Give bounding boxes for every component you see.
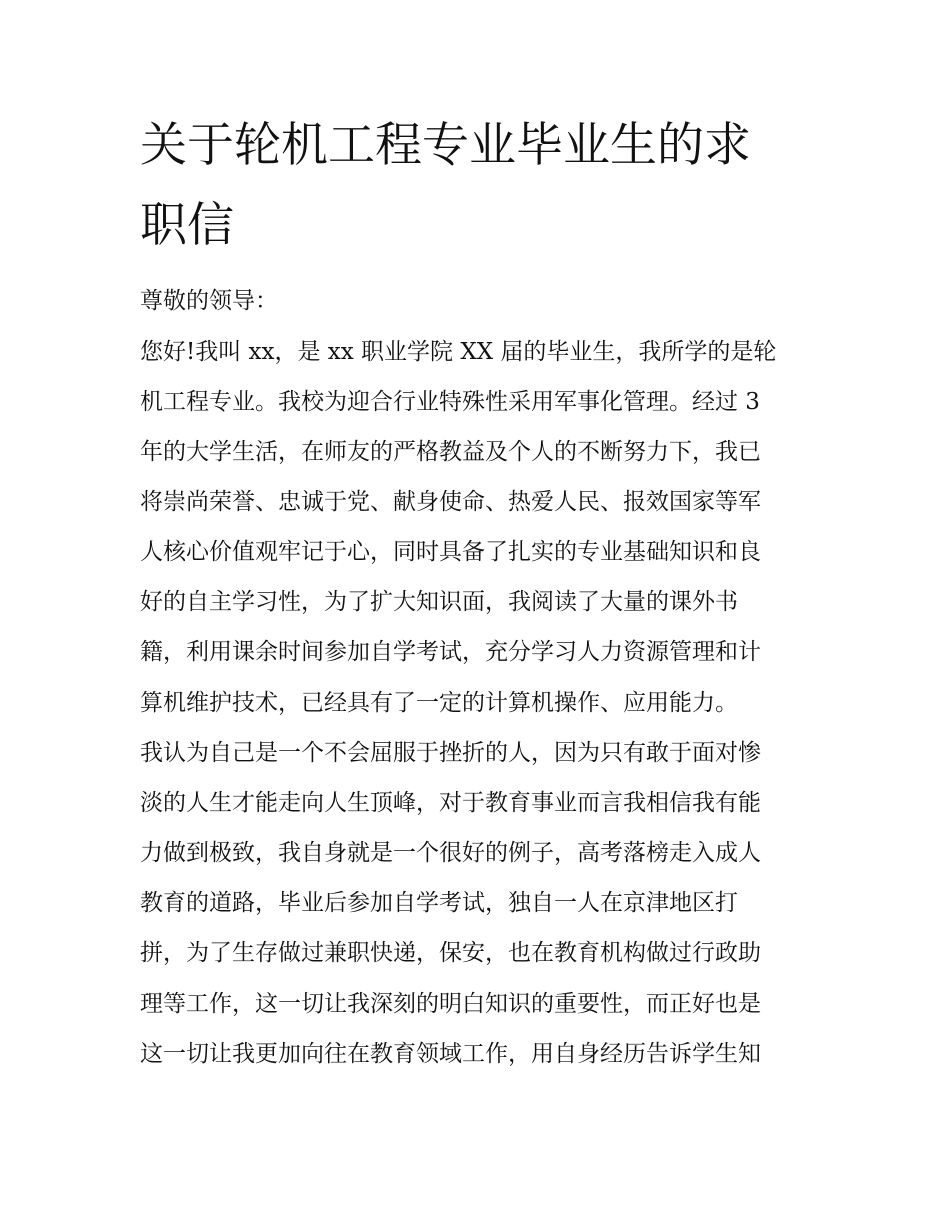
salutation: 尊敬的领导：: [140, 288, 278, 314]
body-line: 籍，利用课余时间参加自学考试，充分学习人力资源管理和计: [140, 639, 761, 665]
body-line: 将崇尚荣誉、忠诚于党、献身使命、热爱人民、报效国家等军: [140, 489, 761, 515]
body-line: 这一切让我更加向往在教育领域工作，用自身经历告诉学生知: [140, 1041, 761, 1067]
body-line: 机工程专业。我校为迎合行业特殊性采用军事化管理。经过 3: [140, 389, 760, 415]
body-line: 理等工作，这一切让我深刻的明白知识的重要性，而正好也是: [140, 991, 761, 1017]
document-title-line-2: 职信: [140, 198, 234, 253]
body-line: 人核心价值观牢记于心，同时具备了扎实的专业基础知识和良: [140, 539, 761, 565]
body-line: 教育的道路，毕业后参加自学考试，独自一人在京津地区打: [140, 890, 738, 916]
body-line: 力做到极致，我自身就是一个很好的例子，高考落榜走入成人: [140, 840, 761, 866]
document-title-line-1: 关于轮机工程专业毕业生的求: [140, 118, 751, 173]
body-line: 好的自主学习性，为了扩大知识面，我阅读了大量的课外书: [140, 589, 738, 615]
body-line: 年的大学生活，在师友的严格教益及个人的不断努力下，我已: [140, 439, 761, 465]
body-line: 淡的人生才能走向人生顶峰，对于教育事业而言我相信我有能: [140, 790, 761, 816]
body-line: 我认为自己是一个不会屈服于挫折的人，因为只有敢于面对惨: [140, 740, 761, 766]
body-line: 算机维护技术，已经具有了一定的计算机操作、应用能力。: [140, 690, 738, 716]
body-line: 您好!我叫 xx，是 xx 职业学院 XX 届的毕业生，我所学的是轮: [140, 339, 777, 365]
body-line: 拼，为了生存做过兼职快递，保安，也在教育机构做过行政助: [140, 940, 761, 966]
